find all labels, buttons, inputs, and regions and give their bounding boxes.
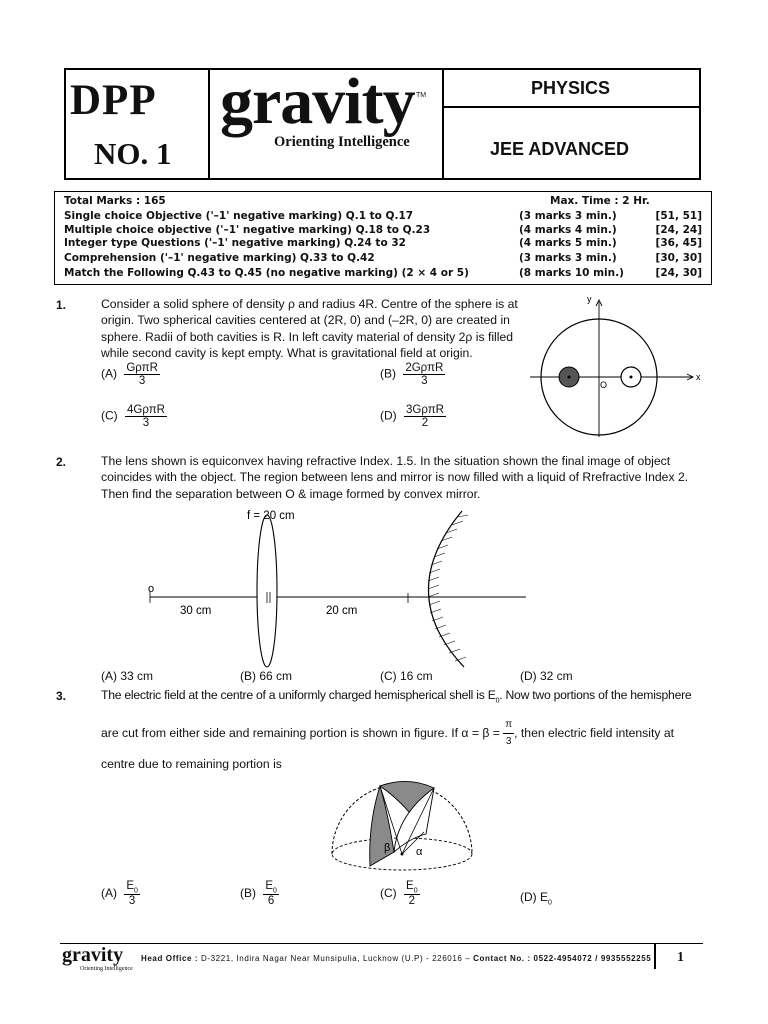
q3-option-a (101, 880, 140, 907)
alpha-label: α (416, 846, 423, 858)
option-numerator: 3GρπR (406, 404, 444, 416)
marks-row-time: (3 marks 3 min.) (519, 210, 617, 222)
option-label: (B) (240, 885, 256, 900)
question-2-number: 2. (56, 455, 67, 469)
marks-row (64, 252, 702, 266)
option-label: (A) (101, 885, 117, 900)
object-label: o (148, 583, 155, 595)
question-1-number: 1. (56, 298, 67, 312)
option-label: (C) (101, 408, 118, 423)
option-numerator: E (126, 880, 135, 892)
subject-cell (442, 70, 699, 108)
question-3-number: 3. (56, 689, 67, 703)
q3-option-d (520, 890, 552, 906)
cavity-center-dot (568, 376, 571, 379)
exam-name: JEE ADVANCED (490, 139, 630, 159)
focal-length-label: f = 20 cm (247, 510, 295, 522)
marks-row-label: Integer type Questions ('–1' negative marking) Q.24 to 32 (64, 237, 406, 249)
marks-row-range: [36, 45] (655, 237, 702, 249)
text-line: sphere. Radii of both cavities is R. In left cavity material of density 2ρ is filled (101, 329, 514, 344)
logo-cell (208, 65, 444, 178)
q2-lens-mirror-figure (140, 505, 540, 670)
contact-label: Contact No. : (473, 954, 531, 963)
origin-label: O (600, 380, 608, 390)
text-line: The lens shown is equiconvex having refractive Index. 1.5. In the situation shown the final image of object (101, 454, 671, 468)
text-line: coincides with the object. The region between lens and mirror is now filled with a liquid of Rrefractive Index 2. (101, 470, 689, 485)
subscript: 0 (413, 887, 418, 895)
marks-row-range: [24, 30] (655, 267, 702, 279)
marks-row-time: (4 marks 5 min.) (519, 237, 617, 249)
q1-option-a (101, 362, 160, 387)
option-numerator: E (406, 880, 414, 892)
option-text: (D) E (520, 890, 548, 904)
option-numerator: GρπR (126, 362, 158, 374)
q2-option-d: (D) 32 cm (520, 669, 573, 683)
exam-cell (442, 106, 699, 178)
dpp-number: NO. 1 (94, 136, 172, 171)
option-denominator: 6 (267, 895, 275, 908)
question-1-text (101, 296, 531, 362)
marks-row (64, 237, 702, 251)
question-3-line-2 (101, 717, 721, 751)
x-label: x (696, 372, 701, 382)
question-3-line-3: centre due to remaining portion is (101, 757, 282, 771)
marks-row (64, 224, 702, 238)
marks-row-label: Match the Following Q.43 to Q.45 (no negative marking) (2 × 4 or 5) (64, 267, 469, 279)
y-label: y (587, 294, 592, 304)
text-line: while second cavity is kept empty. What is gravitational field at origin. (101, 346, 473, 361)
text-span: are cut from either side and remaining portion is shown in figure. If α = β = (101, 726, 500, 741)
subject: PHYSICS (530, 78, 611, 98)
q3-hemisphere-figure (328, 774, 478, 874)
page-number: 1 (677, 950, 684, 965)
option-label: (A) (101, 366, 117, 381)
marks-box (54, 191, 712, 285)
marks-row-range: [30, 30] (655, 252, 702, 264)
marks-row-range: [24, 24] (655, 224, 702, 236)
centre-dot (401, 853, 404, 856)
marks-row-label: Multiple choice objective ('–1' negative marking) Q.18 to Q.23 (64, 224, 431, 236)
option-numerator: 4GρπR (127, 404, 165, 416)
q2-option-c: (C) 16 cm (380, 669, 433, 683)
pi-numerator: π (503, 717, 514, 734)
subscript: 0 (134, 887, 138, 895)
logo-tm: TM (416, 92, 427, 99)
q3-option-b (240, 880, 279, 907)
q3-option-c (380, 880, 420, 907)
convex-mirror (428, 511, 464, 667)
distance-2-label: 20 cm (326, 605, 358, 617)
subscript: 0 (273, 887, 277, 895)
distance-1-label: 30 cm (180, 605, 212, 617)
question-2-text (101, 453, 721, 502)
option-label: (B) (380, 366, 396, 381)
subscript: 0 (495, 697, 500, 705)
q1-option-b (380, 362, 445, 387)
dpp-cell (66, 70, 210, 178)
office-address: D-3221, Indira Nagar Near Munsipulia, Lucknow (U.P) - 226016 – (200, 954, 471, 963)
mirror-hatching (428, 515, 468, 661)
option-denominator: 3 (128, 895, 136, 908)
beta-label: β (384, 842, 391, 854)
gravity-logo: gravity (220, 65, 415, 138)
logo-tagline: Orienting Intelligence (274, 134, 410, 150)
header-box (64, 65, 701, 180)
footer-logo-tagline: Orienting Intelligence (80, 966, 133, 972)
q1-option-c (101, 404, 167, 429)
footer-rule (60, 943, 703, 944)
q2-option-a: (A) 33 cm (101, 669, 154, 683)
text-span: . Now two portions of the hemisphere (499, 688, 692, 702)
option-denominator: 2 (408, 895, 415, 908)
option-numerator: 2GρπR (405, 362, 444, 374)
dpp-title: DPP (70, 77, 157, 124)
total-marks: Total Marks : 165 (64, 195, 166, 207)
text-span: The electric field at the centre of a uniformly charged hemispherical shell is E (101, 688, 496, 702)
option-denominator: 2 (421, 417, 429, 429)
text-line: origin. Two spherical cavities centered at (2R, 0) and (–2R, 0) are created in (101, 313, 510, 328)
pi-denominator: 3 (505, 736, 512, 748)
text-span: , then electric field intensity at (514, 726, 675, 741)
marks-total-row (64, 195, 702, 209)
q1-sphere-figure (530, 290, 710, 440)
marks-row-label: Comprehension ('–1' negative marking) Q.33 to Q.42 (64, 252, 375, 264)
marks-row-time: (4 marks 4 min.) (519, 224, 617, 236)
text-line: Then find the separation between O & image formed by convex mirror. (101, 486, 481, 501)
text-line: Consider a solid sphere of density ρ and radius 4R. Centre of the sphere is at (101, 297, 518, 311)
equiconvex-lens (257, 515, 277, 667)
option-denominator: 3 (138, 375, 146, 387)
footer-divider (654, 943, 656, 969)
option-label: (D) (380, 408, 397, 423)
option-label: (C) (380, 885, 397, 900)
marks-row-time: (8 marks 10 min.) (519, 267, 624, 279)
option-numerator: E (265, 880, 274, 892)
marks-row-time: (3 marks 3 min.) (519, 252, 617, 264)
footer-address (141, 954, 651, 963)
office-label: Head Office : (141, 954, 199, 963)
marks-row-label: Single choice Objective ('–1' negative marking) Q.1 to Q.17 (64, 210, 414, 222)
max-time: Max. Time : 2 Hr. (550, 195, 650, 207)
q1-option-d (380, 404, 446, 429)
footer-logo: gravity (62, 944, 124, 966)
option-denominator: 3 (142, 417, 150, 429)
contact-number: 0522-4954072 / 9935552255 (533, 954, 652, 963)
marks-row-range: [51, 51] (655, 210, 702, 222)
q2-option-b: (B) 66 cm (240, 669, 293, 683)
cavity-center-dot (630, 376, 633, 379)
option-denominator: 3 (421, 375, 428, 387)
subscript: 0 (548, 899, 552, 907)
marks-row (64, 267, 702, 281)
marks-row (64, 210, 702, 224)
question-3-line-1 (101, 687, 721, 710)
remaining-portion-left (370, 786, 394, 866)
